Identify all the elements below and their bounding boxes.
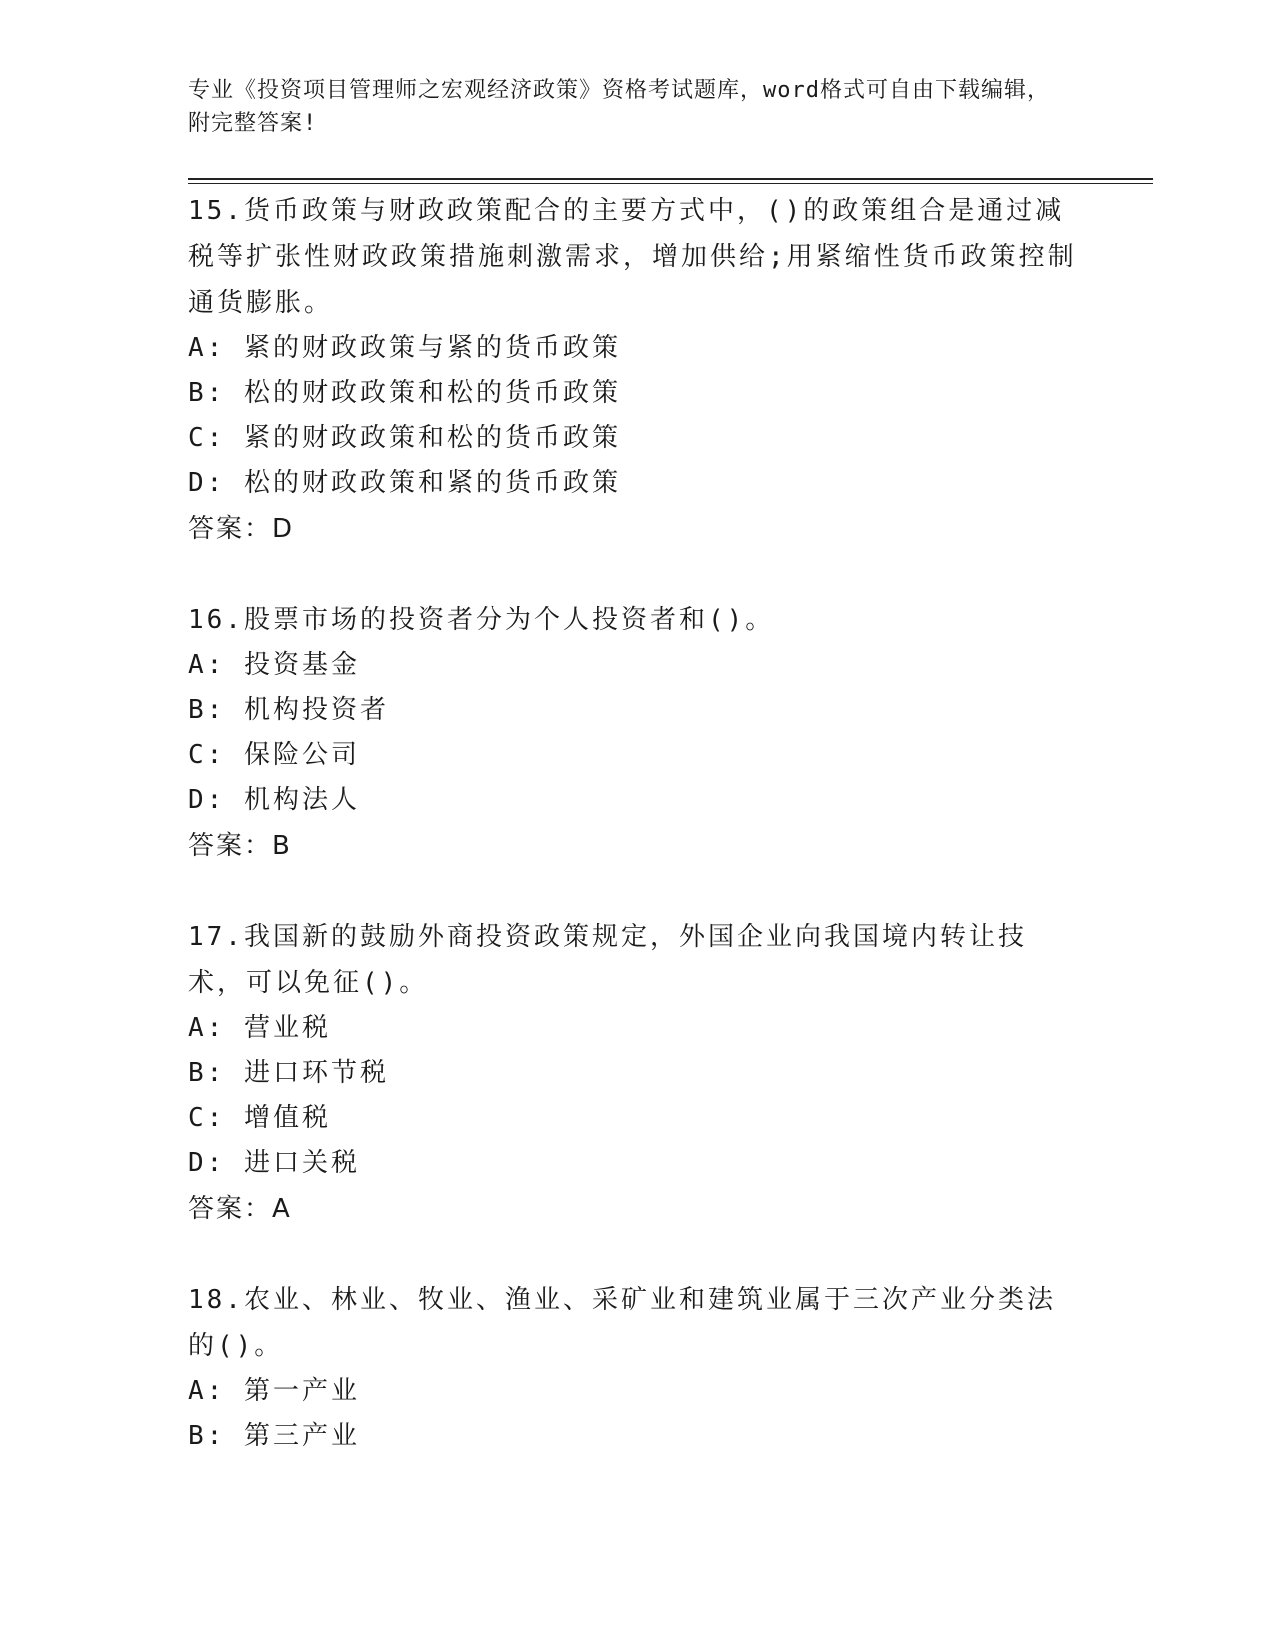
option-c: C: 增值税 xyxy=(188,1103,331,1133)
question-stem: 18.农业、林业、牧业、渔业、采矿业和建筑业属于三次产业分类法的()。 xyxy=(188,1285,1056,1361)
option-d: D: 松的财政政策和紧的货币政策 xyxy=(188,468,621,498)
question-15 xyxy=(188,188,1078,552)
question-stem: 15.货币政策与财政政策配合的主要方式中，()的政策组合是通过减税等扩张性财政政策措施刺激需求，增加供给;用紧缩性货币政策控制通货膨胀。 xyxy=(188,196,1077,318)
option-a: A: 投资基金 xyxy=(188,650,360,680)
header-divider xyxy=(188,178,1153,184)
question-17 xyxy=(188,914,1078,1232)
option-b: B: 第三产业 xyxy=(188,1421,360,1451)
document-header: 专业《投资项目管理师之宏观经济政策》资格考试题库，word格式可自由下载编辑，附完整答案! xyxy=(188,78,1050,136)
question-stem: 17.我国新的鼓励外商投资政策规定，外国企业向我国境内转让技术，可以免征()。 xyxy=(188,922,1027,998)
answer-line: 答案：B xyxy=(188,831,292,861)
option-a: A: 第一产业 xyxy=(188,1376,360,1406)
option-a: A: 紧的财政政策与紧的货币政策 xyxy=(188,333,621,363)
option-a: A: 营业税 xyxy=(188,1013,331,1043)
option-c: C: 紧的财政政策和松的货币政策 xyxy=(188,423,621,453)
question-18 xyxy=(188,1277,1078,1459)
option-b: B: 进口环节税 xyxy=(188,1058,389,1088)
option-b: B: 松的财政政策和松的货币政策 xyxy=(188,378,621,408)
option-d: D: 进口关税 xyxy=(188,1148,360,1178)
answer-line: 答案：D xyxy=(188,514,295,544)
option-b: B: 机构投资者 xyxy=(188,695,389,725)
question-16 xyxy=(188,597,1078,869)
question-stem: 16.股票市场的投资者分为个人投资者和()。 xyxy=(188,605,775,635)
question-list xyxy=(188,188,1078,1504)
option-d: D: 机构法人 xyxy=(188,785,360,815)
option-c: C: 保险公司 xyxy=(188,740,360,770)
answer-line: 答案：A xyxy=(188,1194,292,1224)
